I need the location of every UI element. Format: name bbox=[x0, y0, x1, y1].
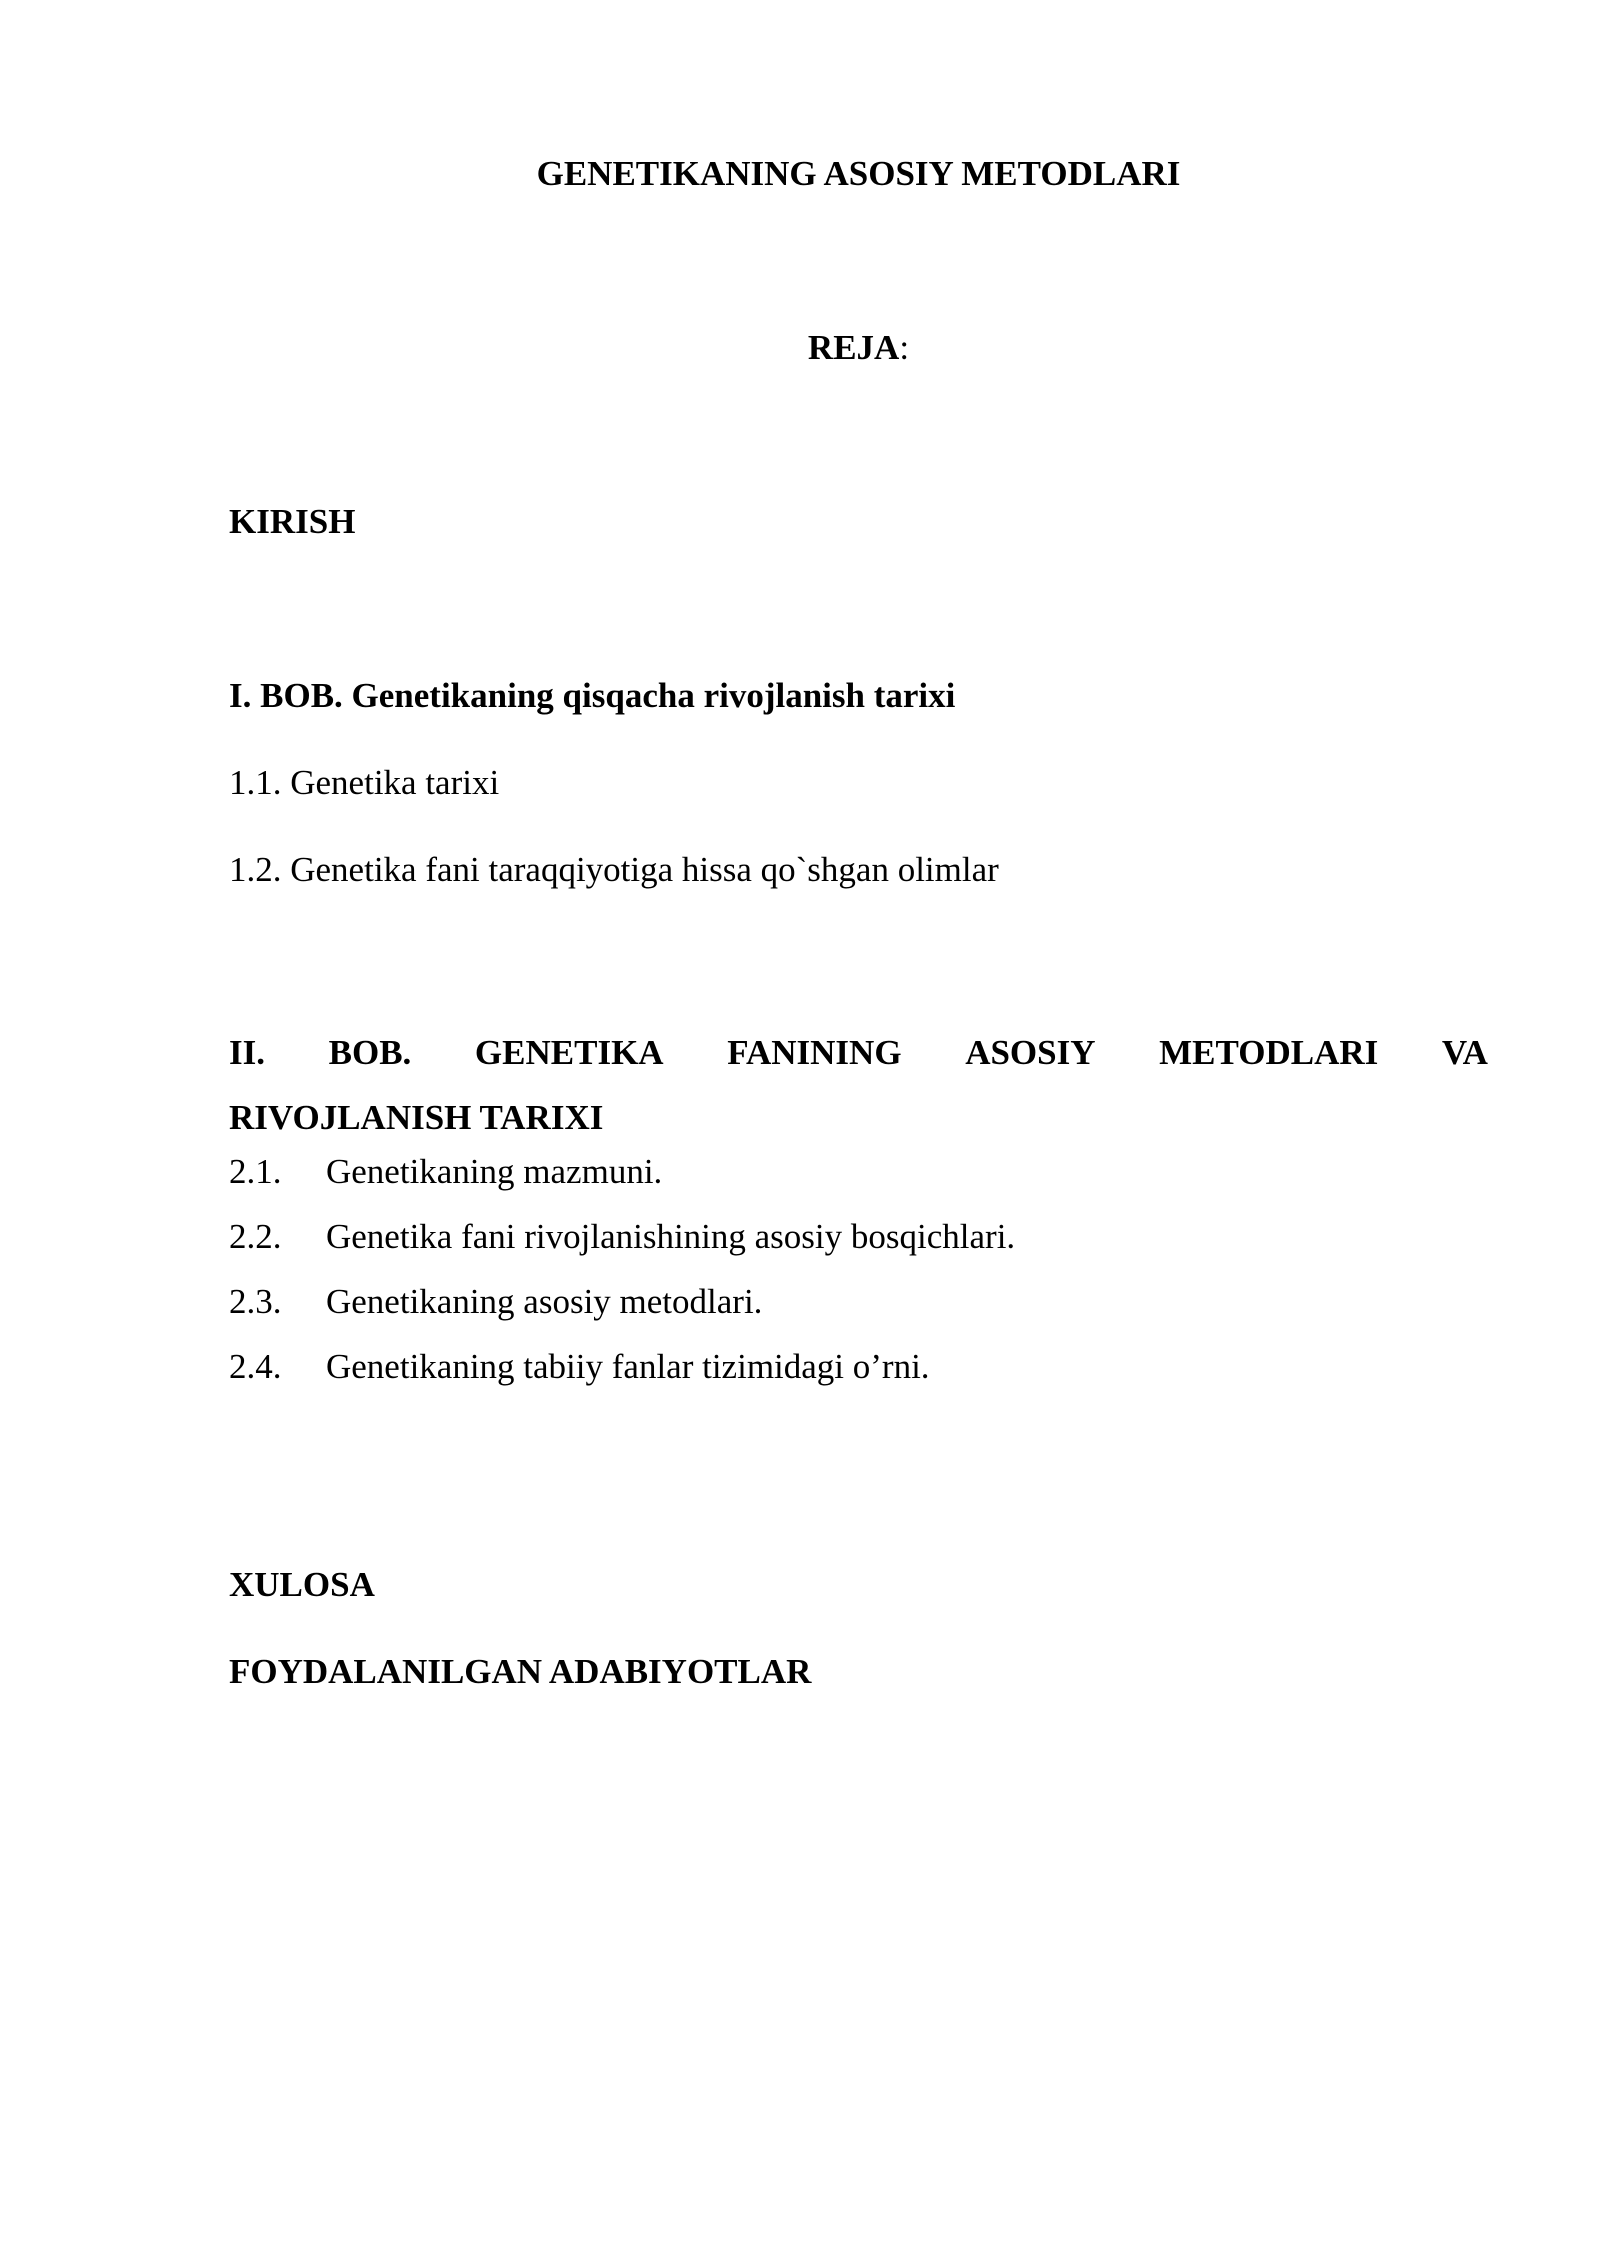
chapter2-item bbox=[229, 1345, 930, 1389]
intro-heading: KIRISH bbox=[229, 502, 356, 541]
chapter2-title-word: VA bbox=[1441, 1033, 1488, 1072]
document-title: GENETIKANING ASOSIY METODLARI bbox=[536, 154, 1181, 193]
item-number: 2.4. bbox=[229, 1347, 282, 1386]
conclusion-heading: XULOSA bbox=[229, 1565, 375, 1604]
plan-heading-colon: : bbox=[899, 328, 910, 367]
item-text: Genetika fani rivojlanishining asosiy bosqichlari. bbox=[326, 1217, 1016, 1256]
chapter2-title-word: GENETIKA bbox=[474, 1033, 664, 1072]
chapter1-item: 1.2. Genetika fani taraqqiyotiga hissa qo`shgan olimlar bbox=[229, 850, 999, 889]
chapter2-item bbox=[229, 1150, 662, 1194]
chapter2-title-line1 bbox=[229, 1020, 1488, 1085]
references-heading: FOYDALANILGAN ADABIYOTLAR bbox=[229, 1652, 812, 1691]
chapter2-item bbox=[229, 1280, 762, 1324]
item-number: 2.3. bbox=[229, 1282, 282, 1321]
chapter1-title: I. BOB. Genetikaning qisqacha rivojlanish tarixi bbox=[229, 676, 956, 715]
chapter2-title-word: II. bbox=[229, 1033, 265, 1072]
plan-heading bbox=[0, 326, 1600, 370]
item-number: 2.1. bbox=[229, 1152, 282, 1191]
item-text: Genetikaning asosiy metodlari. bbox=[326, 1282, 763, 1321]
item-text: Genetikaning tabiiy fanlar tizimidagi o’rni. bbox=[326, 1347, 930, 1386]
chapter2-title-word: FANINING bbox=[727, 1033, 902, 1072]
chapter2-title-word: ASOSIY bbox=[965, 1033, 1096, 1072]
chapter2-title-word: BOB. bbox=[328, 1033, 412, 1072]
chapter2-title-word: METODLARI bbox=[1159, 1033, 1379, 1072]
chapter2-title-line2: RIVOJLANISH TARIXI bbox=[229, 1098, 604, 1137]
chapter2-title bbox=[229, 1020, 1488, 1150]
chapter2-item bbox=[229, 1215, 1015, 1259]
item-number: 2.2. bbox=[229, 1217, 282, 1256]
item-text: Genetikaning mazmuni. bbox=[326, 1152, 663, 1191]
chapter1-item: 1.1. Genetika tarixi bbox=[229, 763, 500, 802]
plan-heading-label: REJA bbox=[807, 328, 900, 367]
